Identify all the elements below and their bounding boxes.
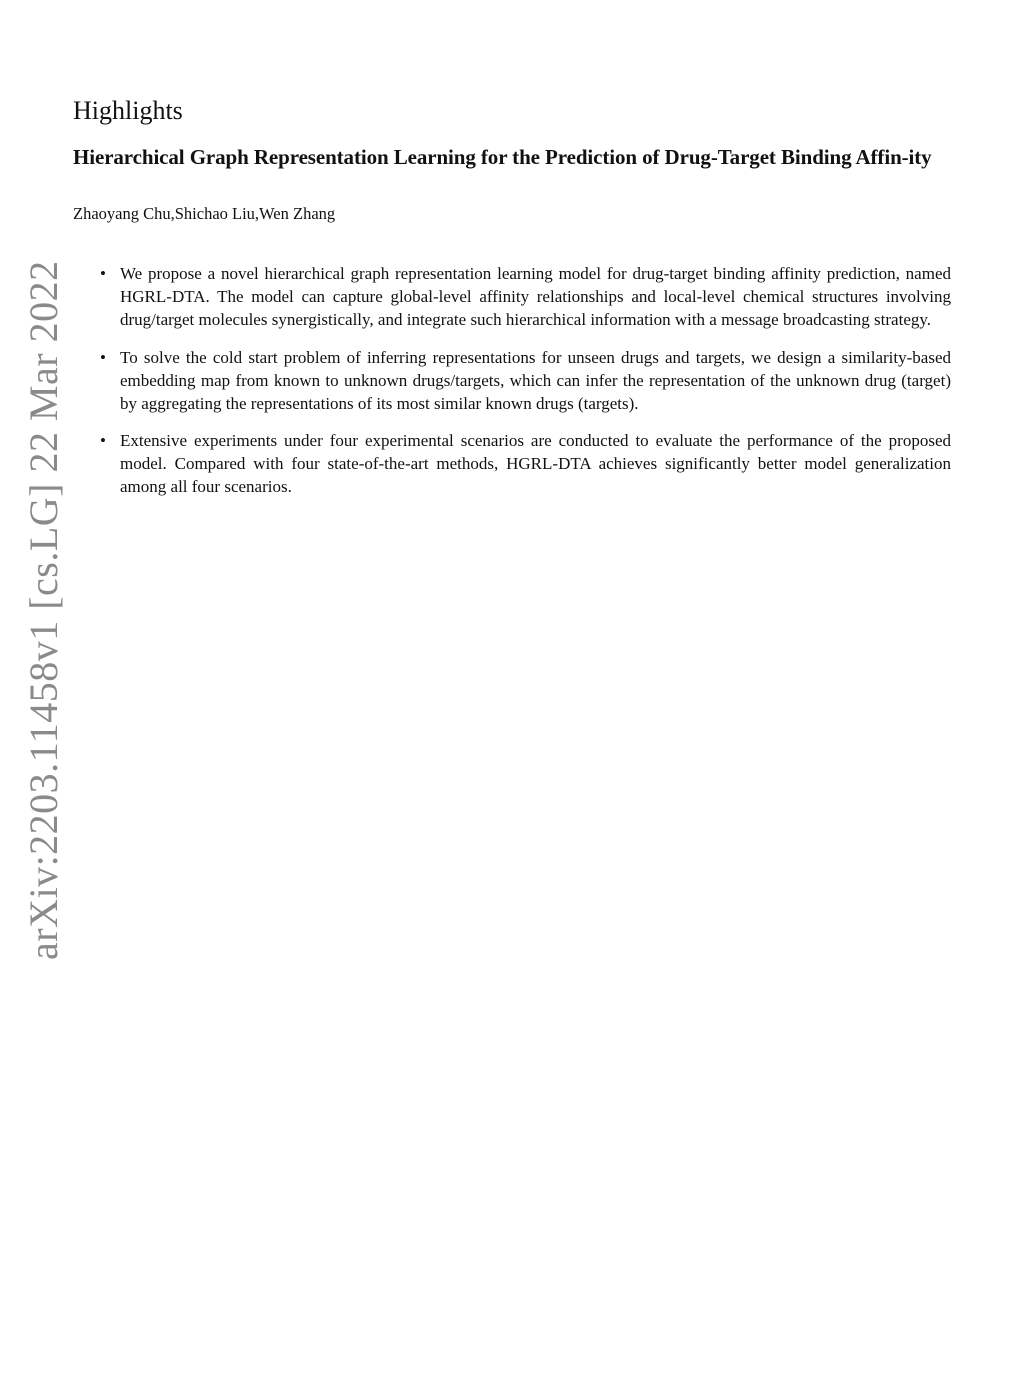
paper-title: Hierarchical Graph Representation Learning for the Prediction of Drug-Target Binding Affin-ity: [73, 145, 932, 169]
bullet-icon: •: [100, 431, 106, 450]
highlight-item: [73, 262, 951, 331]
highlight-item: [73, 346, 951, 415]
highlight-item: [73, 429, 951, 498]
highlight-text: We propose a novel hierarchical graph representation learning model for drug-target binding affinity prediction, named HGRL-DTA. The model can capture global-level affinity relationships and local-level chemical structures involving drug/target molecules synergistically, and integrate such hierarchical information with a message broadcasting strategy.: [120, 264, 951, 329]
highlights-list: [73, 262, 951, 513]
bullet-icon: •: [100, 264, 106, 283]
highlight-text: Extensive experiments under four experimental scenarios are conducted to evaluate the performance of the proposed model. Compared with four state-of-the-art methods, HGRL-DTA achieves significantly better model generalization among all four scenarios.: [120, 431, 951, 496]
arxiv-identifier-text: arXiv:2203.11458v1 [cs.LG] 22 Mar 2022: [21, 260, 66, 960]
section-heading: Highlights: [73, 96, 183, 125]
highlight-text: To solve the cold start problem of inferring representations for unseen drugs and targets, we design a similarity-based embedding map from known to unknown drugs/targets, which can infer the representation of the unknown drug (target) by aggregating the representations of its most similar known drugs (targets).: [120, 347, 951, 413]
bullet-icon: •: [100, 347, 106, 367]
author-list: Zhaoyang Chu,Shichao Liu,Wen Zhang: [73, 204, 336, 223]
